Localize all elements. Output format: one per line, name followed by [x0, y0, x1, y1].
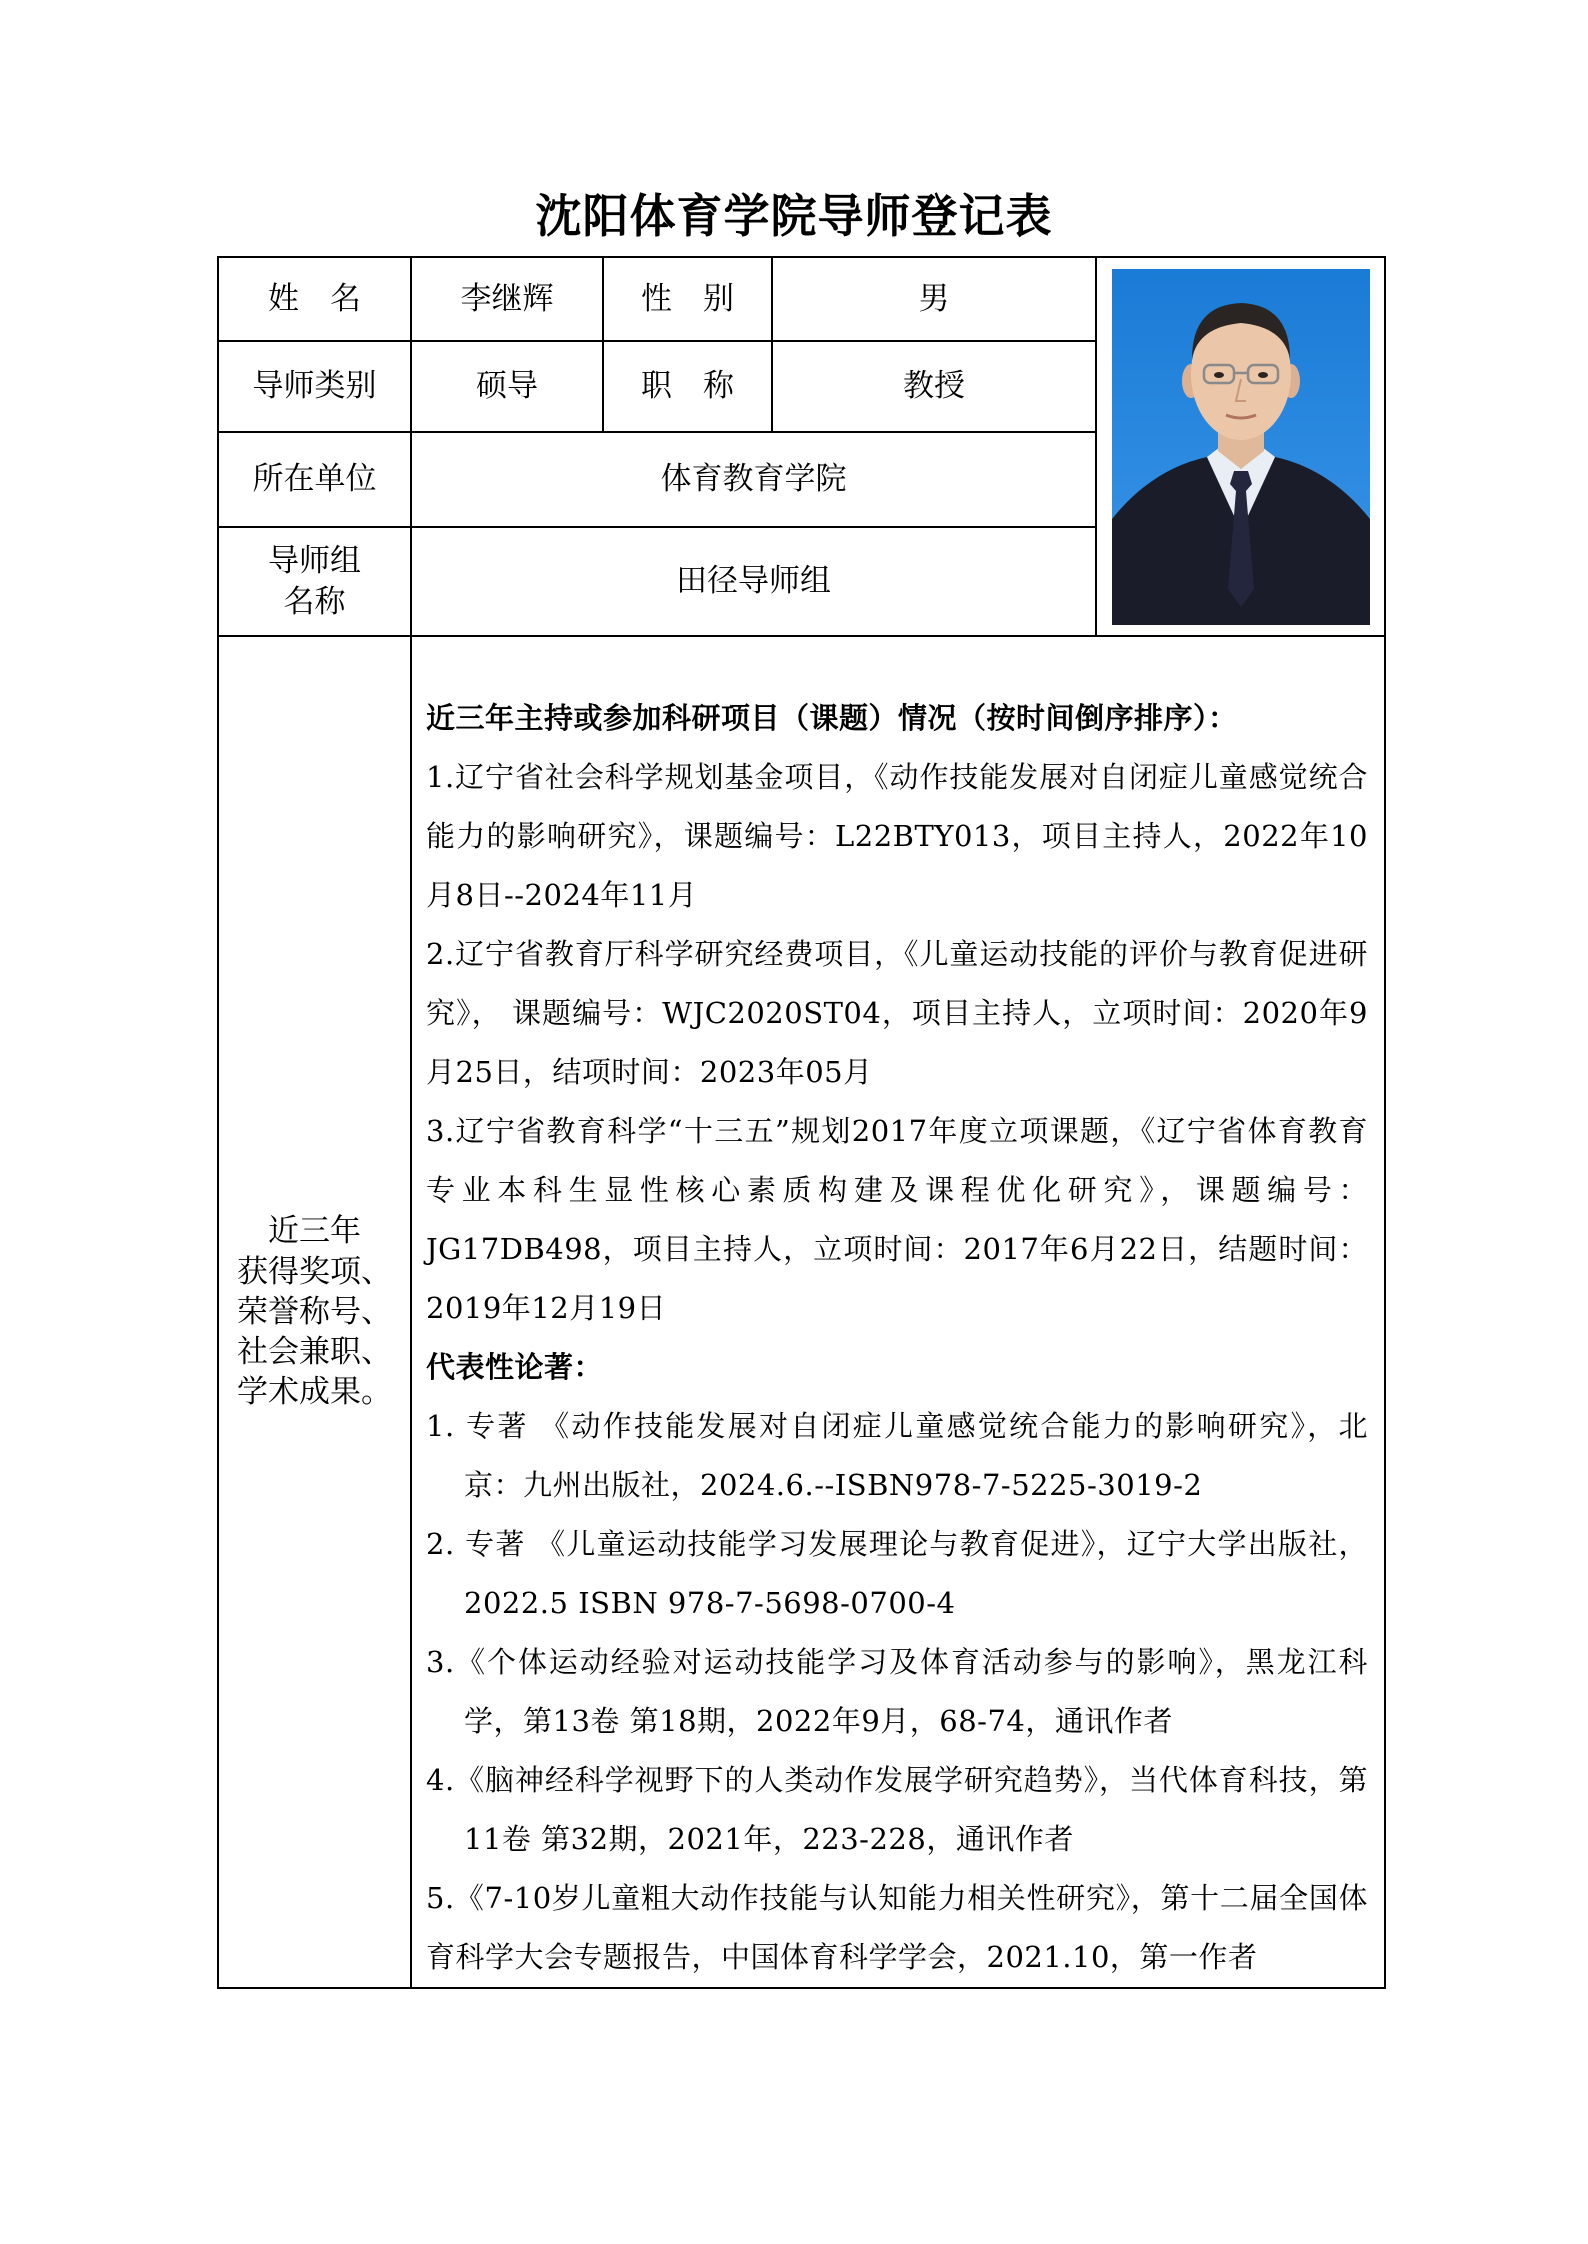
work-item: 2. 专著 《儿童运动技能学习发展理论与教育促进》，辽宁大学出版社，2022.5 ISBN 978-7-5698-0700-4: [426, 1527, 1368, 1620]
works-heading: 代表性论著：: [426, 1350, 604, 1384]
row-name-gender: [218, 257, 1385, 341]
achievements-content: [411, 636, 1385, 1988]
unit-label: 所在单位: [218, 432, 411, 527]
projects-heading: 近三年主持或参加科研项目（课题）情况（按时间倒序排序）：: [426, 701, 1238, 735]
portrait-photo: [1112, 269, 1370, 625]
work-item: 1. 专著 《动作技能发展对自闭症儿童感觉统合能力的影响研究》，北京：九州出版社，2024.6.--ISBN978-7-5225-3019-2: [426, 1409, 1368, 1502]
gender-value: 男: [772, 257, 1096, 341]
side-label-line: 学术成果。: [237, 1374, 392, 1411]
supervisor-type-value: 硕导: [411, 341, 603, 432]
group-label-line1: 导师组: [268, 543, 361, 580]
unit-value: 体育教育学院: [411, 432, 1096, 527]
project-item: 3.辽宁省教育科学“十三五”规划2017年度立项课题，《辽宁省体育教育专业本科生显性核心素质构建及课程优化研究》，课题编号：JG17DB498，项目主持人，立项时间：2017年6月22日，结题时间：2019年12月19日: [426, 1114, 1368, 1325]
project-item: 2.辽宁省教育厅科学研究经费项目，《儿童运动技能的评价与教育促进研究》， 课题编号：WJC2020ST04，项目主持人，立项时间：2020年9月25日，结项时间：2023年05月: [426, 937, 1368, 1089]
work-item: 4.《脑神经科学视野下的人类动作发展学研究趋势》，当代体育科技，第11卷 第32期，2021年，223-228，通讯作者: [426, 1763, 1368, 1856]
side-label-line: 社会兼职、: [237, 1334, 392, 1371]
page-title: 沈阳体育学院导师登记表: [535, 189, 1053, 243]
achievements-label: [218, 636, 411, 1988]
group-value: 田径导师组: [411, 527, 1096, 636]
registration-table: [217, 256, 1386, 1989]
row-achievements: [218, 636, 1385, 1988]
side-label-line: 近三年: [268, 1213, 361, 1250]
name-value: 李继辉: [411, 257, 603, 341]
supervisor-type-label: 导师类别: [218, 341, 411, 432]
gender-label: 性 别: [603, 257, 772, 341]
portrait-illustration: [1112, 269, 1370, 625]
rank-label: 职 称: [603, 341, 772, 432]
side-label-line: 获得奖项、: [237, 1253, 392, 1290]
rank-value: 教授: [772, 341, 1096, 432]
work-item: 3.《个体运动经验对运动技能学习及体育活动参与的影响》，黑龙江科学，第13卷 第18期，2022年9月，68-74，通讯作者: [426, 1645, 1368, 1738]
name-label: 姓 名: [218, 257, 411, 341]
side-label-line: 荣誉称号、: [237, 1293, 392, 1330]
photo-cell: [1096, 257, 1385, 636]
project-item: 1.辽宁省社会科学规划基金项目，《动作技能发展对自闭症儿童感觉统合能力的影响研究》，课题编号：L22BTY013，项目主持人，2022年10月8日--2024年11月: [426, 760, 1368, 912]
group-label: [218, 527, 411, 636]
work-item: 5.《7-10岁儿童粗大动作技能与认知能力相关性研究》，第十二届全国体育科学大会专题报告，中国体育科学学会，2021.10，第一作者: [426, 1881, 1368, 1974]
group-label-line2: 名称: [283, 583, 346, 620]
